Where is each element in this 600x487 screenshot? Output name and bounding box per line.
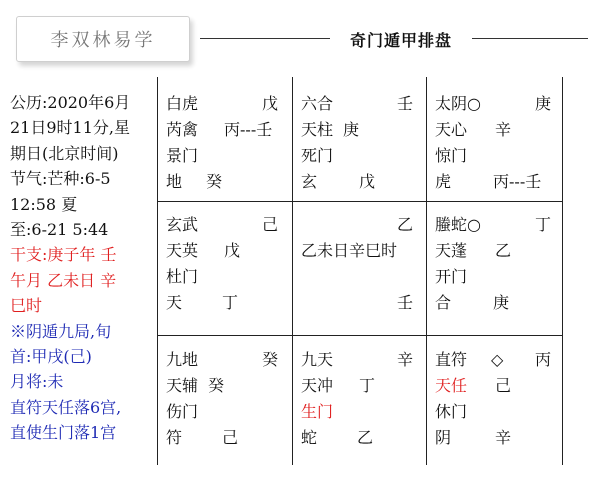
palace-text: 芮禽 (166, 120, 199, 139)
palace-row (166, 212, 290, 237)
palace-row (301, 290, 425, 315)
palace-text: 天英 (166, 241, 199, 260)
palace-row (435, 347, 559, 372)
palace-row (435, 238, 559, 263)
palace-row (301, 212, 425, 237)
palace-text: 生门 (301, 402, 334, 421)
palace-text: 乙未日辛巳时 (301, 241, 398, 260)
palace-text: 乙 (357, 428, 374, 447)
palace-text: 乙 (397, 215, 414, 234)
palace-text: 伤门 (166, 402, 199, 421)
palace-text: 癸 (208, 376, 225, 395)
palace-text: 天心 (435, 120, 468, 139)
info-line: ※阴遁九局,旬 (10, 321, 112, 341)
palace-text: 戊 (359, 172, 376, 191)
palace-text: 虎 (435, 172, 452, 191)
palace-row (301, 347, 425, 372)
palace-text: 辛 (397, 350, 414, 369)
info-line: 干支:庚子年 壬 (10, 245, 117, 265)
info-line: 12:58 夏 (10, 194, 78, 214)
palace-text: 戊 (224, 241, 241, 260)
palace-text: 蛇 (301, 428, 318, 447)
palace-text: 癸 (206, 172, 223, 191)
palace-text: 开门 (435, 267, 468, 286)
palace-text: 天冲 (301, 376, 334, 395)
brand-text: 李双林易学 (50, 30, 156, 51)
info-line: 至:6-21 5:44 (10, 219, 109, 239)
palace-text: 己 (222, 428, 239, 447)
palace-text: ◇ (491, 350, 504, 369)
palace-row (301, 373, 425, 398)
info-line: 期日(北京时间) (10, 143, 119, 163)
info-line: 直使生门落1宫 (10, 423, 117, 443)
palace-row (435, 264, 559, 289)
palace-row (301, 91, 425, 116)
palace-text: 天辅 (166, 376, 199, 395)
palace-row (435, 169, 559, 194)
palace-cell (295, 333, 428, 445)
palace-text: 壬 (397, 293, 414, 312)
palace-row (166, 347, 290, 372)
palace-text: 白虎 (166, 94, 199, 113)
palace-text: 阴 (435, 428, 452, 447)
palace-text: 惊门 (435, 146, 468, 165)
grid-line (157, 77, 158, 465)
palace-text: 壬 (397, 94, 414, 113)
palace-text: 直符 (435, 350, 468, 369)
palace-text: 己 (495, 376, 512, 395)
palace-text: 戊 (262, 94, 279, 113)
palace-text: 九天 (301, 350, 334, 369)
palace-row (301, 143, 425, 168)
palace-text: 辛 (495, 120, 512, 139)
page-title: 奇门遁甲排盘 (349, 31, 452, 50)
palace-row (301, 399, 425, 424)
palace-row (435, 117, 559, 142)
palace-cell (429, 333, 562, 445)
palace-text: 庚 (535, 94, 552, 113)
palace-cell (160, 198, 293, 310)
palace-cell (160, 77, 293, 189)
palace-text: 合 (435, 293, 452, 312)
palace-row (166, 264, 290, 289)
palace-text: 辛 (495, 428, 512, 447)
palace-cell (160, 333, 293, 445)
palace-text: 玄武 (166, 215, 199, 234)
title-rule-right (472, 38, 588, 39)
palace-row (301, 425, 425, 450)
palace-text: 丙---壬 (493, 172, 542, 191)
palace-row (301, 117, 425, 142)
palace-text: 庚 (343, 120, 360, 139)
palace-row (166, 399, 290, 424)
info-line: 节气:芒种:6-5 (10, 169, 111, 189)
info-line: 午月 乙未日 辛 (10, 270, 117, 290)
title-rule-left (200, 38, 330, 39)
palace-text: 己 (262, 215, 279, 234)
palace-row (166, 169, 290, 194)
info-line: 巳时 (10, 296, 43, 316)
palace-row (435, 425, 559, 450)
palace-text: 玄 (301, 172, 318, 191)
palace-row (166, 373, 290, 398)
palace-row (301, 238, 425, 263)
palace-text: 丙 (535, 350, 552, 369)
palace-row (435, 373, 559, 398)
palace-row (166, 143, 290, 168)
palace-row (435, 290, 559, 315)
palace-row (166, 425, 290, 450)
info-line: 首:甲戌(己) (10, 346, 92, 366)
palace-cell (295, 198, 428, 310)
palace-row (166, 117, 290, 142)
palace-row (166, 290, 290, 315)
palace-text: 景门 (166, 146, 199, 165)
palace-row (435, 399, 559, 424)
palace-text: 符 (166, 428, 183, 447)
palace-text: 天 (166, 293, 183, 312)
palace-text: 九地 (166, 350, 199, 369)
palace-text: 丙---壬 (224, 120, 273, 139)
palace-text: 丁 (359, 376, 376, 395)
palace-text: 天任 (435, 376, 468, 395)
palace-cell (295, 77, 428, 189)
palace-text: 癸 (262, 350, 279, 369)
info-line: 月将:未 (10, 372, 64, 392)
palace-row (166, 238, 290, 263)
palace-row (301, 169, 425, 194)
palace-text: 螣蛇○ (435, 215, 481, 234)
palace-row (435, 143, 559, 168)
info-line: 直符天任落6宫, (10, 397, 122, 417)
qimen-grid (157, 77, 563, 465)
palace-text: 天蓬 (435, 241, 468, 260)
palace-cell (429, 198, 562, 310)
palace-text: 地 (166, 172, 183, 191)
brand-logo (16, 16, 190, 62)
palace-text: 庚 (493, 293, 510, 312)
info-line: 公历:2020年6月 (10, 93, 131, 112)
palace-row (435, 212, 559, 237)
palace-row (166, 91, 290, 116)
palace-row (435, 91, 559, 116)
info-line: 21日9时11分,星 (10, 118, 130, 138)
palace-text: 天柱 (301, 120, 334, 139)
grid-line (562, 77, 563, 465)
palace-text: 六合 (301, 94, 334, 113)
palace-text: 杜门 (166, 267, 199, 286)
palace-row (301, 264, 425, 289)
chart-info-panel (10, 90, 156, 445)
palace-text: 死门 (301, 146, 334, 165)
palace-cell (429, 77, 562, 189)
palace-text: 丁 (535, 215, 552, 234)
palace-text: 乙 (495, 241, 512, 260)
palace-text: 丁 (222, 293, 239, 312)
palace-text: 休门 (435, 402, 468, 421)
palace-text: 太阴○ (435, 94, 481, 113)
